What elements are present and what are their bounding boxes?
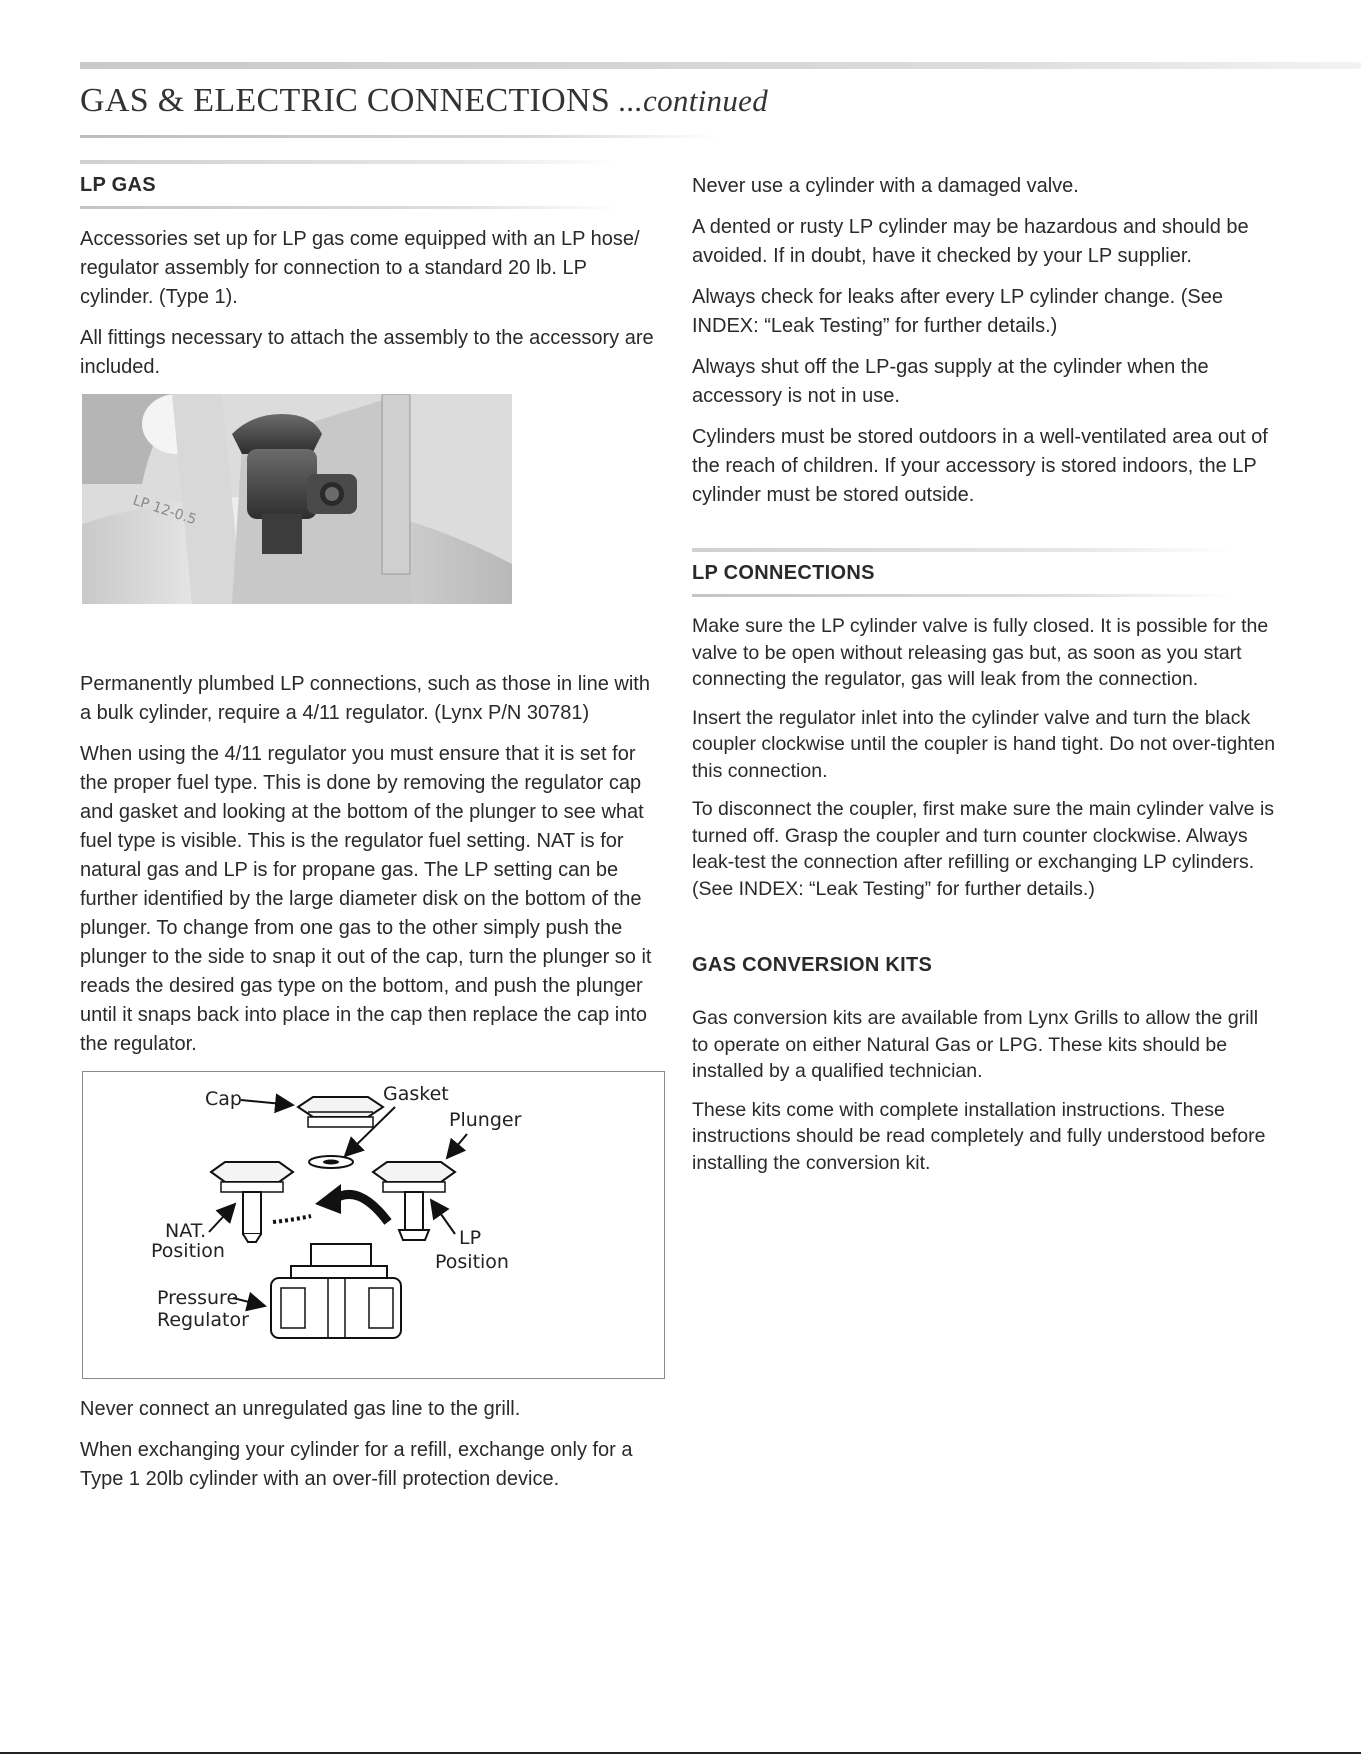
label-cap: Cap [205,1088,242,1110]
section-header-lp-gas [80,160,665,209]
paragraph: Insert the regulator inlet into the cylinder valve and turn the black coupler clockwise until the coupler is hand tight. Do not over-tighten this connection. [692,706,1276,782]
page-title-continued: ...continued [618,83,769,118]
label-lp-line2: Position [435,1251,509,1273]
photo-stamp-text: LP 12-0.5 [130,492,199,529]
paragraph: Gas conversion kits are available from Lynx Grills to allow the grill to operate on either Natural Gas or LPG. These kits should be installed by a qualified technician. [692,1007,1259,1082]
pressure-regulator-part [271,1244,401,1338]
paragraph: These kits come with complete installation instructions. These instructions should be read completely and fully understood before installing the conversion kit. [692,1098,1266,1174]
paragraph: Never connect an unregulated gas line to the grill. [80,1398,521,1420]
paragraph: Always check for leaks after every LP cylinder change. (See INDEX: “Leak Testing” for further details.) [692,286,1223,337]
right-column [692,172,1277,1188]
lp-cylinder-valve-photo [82,394,520,604]
paragraph: Cylinders must be stored outdoors in a well-ventilated area out of the reach of children. If your accessory is stored indoors, the LP cylinder must be stored outside. [692,426,1268,506]
paragraph: When using the 4/11 regulator you must ensure that it is set for the proper fuel type. This is done by removing the regulator cap and gasket and looking at the bottom of the plunger to see what fuel type is visible. This is the regulator fuel setting. NAT is for natural gas and LP is for propane gas. The LP setting can be further identified by the large diameter disk on the bottom of the plunger. To change from one gas to the other simply push the plunger to the side to snap it out of the cap, turn the plunger so it reads the desired gas type on the bottom, and push the plunger until it snaps back into place in the cap then replace the cap into the regulator. [80,743,652,1055]
page-title [80,82,768,120]
paragraph: A dented or rusty LP cylinder may be hazardous and should be avoided. If in doubt, have it checked by your LP supplier. [692,216,1249,267]
label-nat-line1: NAT. [165,1220,207,1242]
section-header-gas-conversion [692,940,1277,989]
paragraph: Never use a cylinder with a damaged valve. [692,175,1079,197]
paragraph: To disconnect the coupler, first make sure the main cylinder valve is turned off. Grasp the coupler and turn counter clockwise. Always leak-test the connection after refilling or exchanging LP cylinders. (See INDEX: “Leak Testing” for further details.) [692,798,1275,900]
label-pressure-line2: Regulator [157,1309,249,1331]
label-gasket: Gasket [383,1083,449,1105]
label-plunger: Plunger [449,1109,522,1131]
paragraph: Always shut off the LP-gas supply at the cylinder when the accessory is not in use. [692,356,1209,407]
section-title-gas-conversion: GAS CONVERSION KITS [692,954,933,976]
plunger-nat-part [211,1162,293,1242]
section-title-lp-connections: LP CONNECTIONS [692,562,875,584]
rotation-arrow [333,1194,388,1222]
paragraph: Accessories set up for LP gas come equipped with an LP hose/ regulator assembly for connection to a standard 20 lb. LP cylinder. (Type 1). [80,228,640,308]
label-lp-line1: LP [459,1227,482,1249]
regulator-diagram [82,1071,665,1379]
plunger-lp-part [373,1162,455,1240]
label-nat-line2: Position [151,1240,225,1262]
paragraph: Permanently plumbed LP connections, such as those in line with a bulk cylinder, require a 4/11 regulator. (Lynx P/N 30781) [80,673,650,724]
regulator-diagram-svg [83,1072,664,1378]
section-header-lp-connections [692,548,1277,597]
cap-part [298,1097,383,1127]
header-top-rule [80,62,1361,69]
page-title-text: GAS & ELECTRIC CONNECTIONS [80,82,611,119]
paragraph: Make sure the LP cylinder valve is fully closed. It is possible for the valve to be open without releasing gas but, as soon as you start connecting the regulator, gas will leak from the connection. [692,615,1269,690]
label-pressure-line1: Pressure [157,1287,239,1309]
section-title-lp-gas: LP GAS [80,174,156,196]
left-column [80,160,665,1506]
footer-rule [0,1752,1361,1754]
title-underline [80,135,720,138]
paragraph: When exchanging your cylinder for a refill, exchange only for a Type 1 20lb cylinder with an over-fill protection device. [80,1439,633,1490]
paragraph: All fittings necessary to attach the assembly to the accessory are included. [80,327,654,378]
